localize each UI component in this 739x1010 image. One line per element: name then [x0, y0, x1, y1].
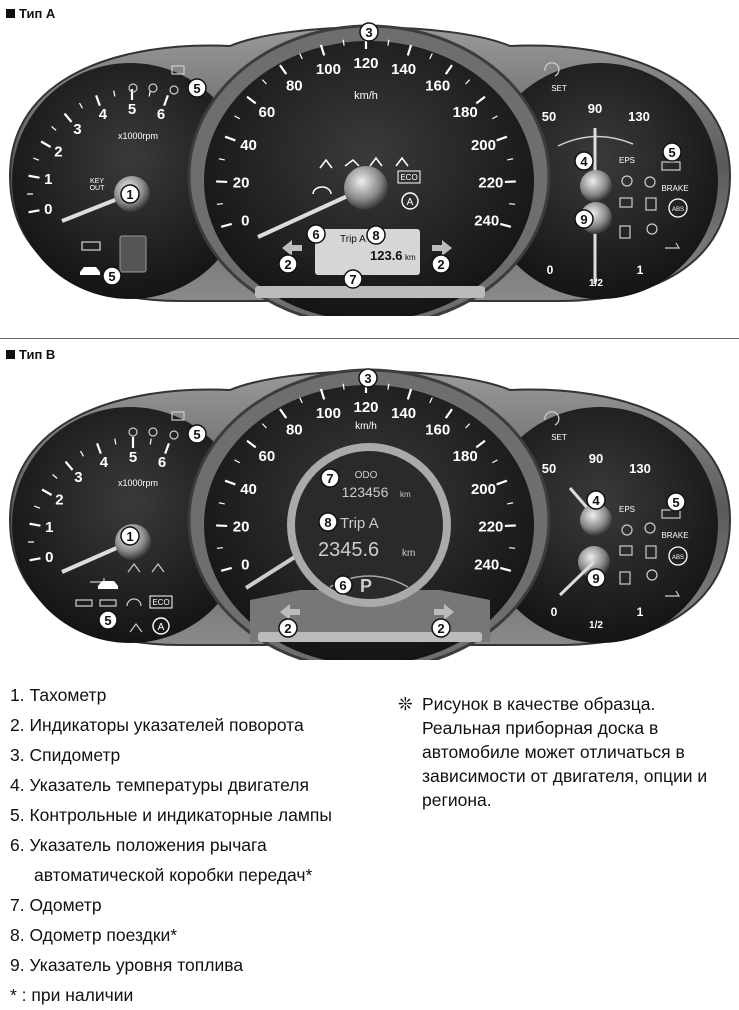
legend-item: 8. Одометр поездки* [10, 920, 332, 950]
callout-number: 2 [284, 257, 291, 272]
note-text: Рисунок в качестве образца. Реальная приборная доска в автомобиле может отличаться в зависимости от двигателя, опции и региона. [422, 692, 738, 812]
note-mark-icon: ❊ [398, 692, 413, 716]
tachometer-label: 5 [129, 449, 137, 466]
speedometer-tick [217, 548, 223, 549]
trip-label: Trip A [340, 515, 379, 532]
speedometer-label: 240 [474, 556, 499, 573]
speedometer-label: 140 [391, 61, 416, 78]
tachometer-label: 6 [157, 106, 165, 123]
speedometer-label: 20 [233, 175, 250, 192]
legend-item: 1. Тахометр [10, 680, 332, 710]
callout-number: 7 [326, 471, 333, 486]
brake-label: BRAKE [661, 531, 688, 540]
speedometer-label: 180 [453, 104, 478, 121]
legend-item: 7. Одометр [10, 890, 332, 920]
sample-note [398, 692, 738, 812]
speedometer-label: 60 [258, 104, 275, 121]
speedometer-label: 80 [286, 422, 303, 439]
svg-text:130: 130 [629, 461, 651, 476]
callout-number: 4 [580, 154, 588, 169]
auto-icon-text: A [158, 622, 165, 633]
trip-value: 2345.6 [318, 539, 379, 561]
speedometer-tick [509, 204, 515, 205]
trip-value: 123.6 [370, 248, 403, 263]
speedometer-tick [217, 204, 223, 205]
callout-number: 5 [672, 495, 679, 510]
speedometer-label: 0 [241, 556, 249, 573]
speedometer-label: 40 [240, 137, 257, 154]
key-out-line2: OUT [90, 185, 106, 192]
door-ajar-icon [120, 236, 146, 272]
speedometer-label: 100 [316, 61, 341, 78]
callout-number: 5 [108, 269, 115, 284]
brake-label: BRAKE [661, 184, 688, 193]
callout-number: 9 [580, 212, 587, 227]
set-label: SET [551, 84, 567, 93]
callout-number: 8 [324, 515, 331, 530]
speedometer-label: 200 [471, 481, 496, 498]
tachometer-label: 0 [44, 201, 52, 218]
speedometer-hub [344, 166, 388, 210]
odo-unit: km [400, 490, 411, 499]
tachometer-label: 3 [73, 121, 81, 138]
tachometer-label: 4 [99, 106, 108, 123]
tachometer-label: 0 [45, 549, 53, 566]
legend-item: 4. Указатель температуры двигателя [10, 770, 332, 800]
eps-label: EPS [619, 156, 635, 165]
set-label: SET [551, 433, 567, 442]
legend-item: 9. Указатель уровня топлива [10, 950, 332, 980]
speedometer-label: 160 [425, 422, 450, 439]
svg-text:130: 130 [628, 109, 650, 124]
callout-number: 6 [312, 227, 319, 242]
cluster-type-b [0, 360, 739, 660]
svg-text:0: 0 [547, 263, 554, 277]
cluster-type-a [0, 16, 739, 316]
speedometer-label: 40 [240, 481, 257, 498]
speedometer-label: 220 [478, 175, 503, 192]
tachometer-label: 5 [128, 101, 136, 118]
speedometer-label: 220 [478, 519, 503, 536]
svg-text:50: 50 [542, 109, 556, 124]
temperature-hub [580, 170, 612, 202]
tachometer-label: 2 [54, 144, 62, 161]
callout-number: 8 [372, 228, 379, 243]
legend-item: 5. Контрольные и индикаторные лампы [10, 800, 332, 830]
callout-number: 6 [339, 578, 346, 593]
eps-label: EPS [619, 505, 635, 514]
rpm-unit: x1000rpm [118, 131, 158, 141]
speedometer-label: 160 [425, 78, 450, 95]
speed-unit: km/h [355, 421, 377, 432]
legend-item-continuation: автоматической коробки передач* [10, 860, 332, 890]
speedometer-label: 80 [286, 78, 303, 95]
speedometer-label: 180 [453, 448, 478, 465]
trip-unit: km [402, 548, 415, 559]
callout-number: 5 [104, 613, 111, 628]
legend-footnote: * : при наличии [10, 980, 332, 1010]
legend-item: 3. Спидометр [10, 740, 332, 770]
callout-number: 3 [365, 25, 372, 40]
callout-number: 1 [126, 187, 133, 202]
type-a-header-text: Тип A [19, 6, 55, 21]
callout-number: 5 [193, 81, 200, 96]
tachometer-label: 2 [55, 492, 63, 509]
gear-position: P [360, 576, 372, 596]
speedometer-label: 100 [316, 405, 341, 422]
legend-list [10, 680, 332, 1010]
speedometer-label: 20 [233, 519, 250, 536]
callout-number: 1 [126, 529, 133, 544]
svg-text:1: 1 [637, 605, 644, 619]
callout-number: 9 [592, 571, 599, 586]
speedometer-label: 120 [353, 55, 378, 72]
tachometer-label: 1 [44, 171, 52, 188]
trip-unit: km [405, 253, 416, 262]
type-b-header-text: Тип B [19, 347, 55, 362]
speedometer-tick [509, 548, 515, 549]
speedometer-label: 120 [353, 399, 378, 416]
svg-text:1/2: 1/2 [589, 620, 603, 631]
callout-number: 3 [364, 371, 371, 386]
odo-value: 123456 [342, 484, 389, 500]
callout-number: 5 [193, 427, 200, 442]
callout-number: 4 [592, 493, 600, 508]
speedometer-label: 140 [391, 405, 416, 422]
trip-label: Trip A [340, 234, 366, 245]
abs-text: ABS [672, 207, 684, 213]
svg-text:1/2: 1/2 [589, 278, 603, 289]
callout-number: 2 [437, 257, 444, 272]
center-bottom-bar [255, 286, 485, 298]
svg-text:90: 90 [589, 451, 603, 466]
odo-label: ODO [355, 470, 378, 481]
eco-text: ECO [400, 173, 417, 182]
svg-text:90: 90 [588, 101, 602, 116]
callout-number: 2 [437, 621, 444, 636]
speed-unit: km/h [354, 90, 378, 102]
svg-text:0: 0 [551, 605, 558, 619]
section-divider [0, 338, 739, 339]
tachometer-label: 6 [158, 454, 166, 471]
speedometer-label: 200 [471, 137, 496, 154]
eco-text: ECO [152, 598, 169, 607]
tachometer-label: 4 [100, 454, 109, 471]
callout-number: 5 [668, 145, 675, 160]
svg-text:50: 50 [542, 461, 556, 476]
rpm-unit: x1000rpm [118, 478, 158, 488]
svg-text:1: 1 [637, 263, 644, 277]
speedometer-label: 60 [258, 448, 275, 465]
legend-item: 2. Индикаторы указателей поворота [10, 710, 332, 740]
abs-text: ABS [672, 555, 684, 561]
speedometer-label: 0 [241, 212, 249, 229]
legend-item: 6. Указатель положения рычага [10, 830, 332, 860]
key-out-line1: KEY [90, 178, 104, 185]
speedometer-label: 240 [474, 212, 499, 229]
callout-number: 7 [349, 272, 356, 287]
tachometer-label: 3 [74, 469, 82, 486]
callout-number: 2 [284, 621, 291, 636]
tachometer-label: 1 [45, 519, 53, 536]
auto-icon-text: A [407, 197, 414, 208]
